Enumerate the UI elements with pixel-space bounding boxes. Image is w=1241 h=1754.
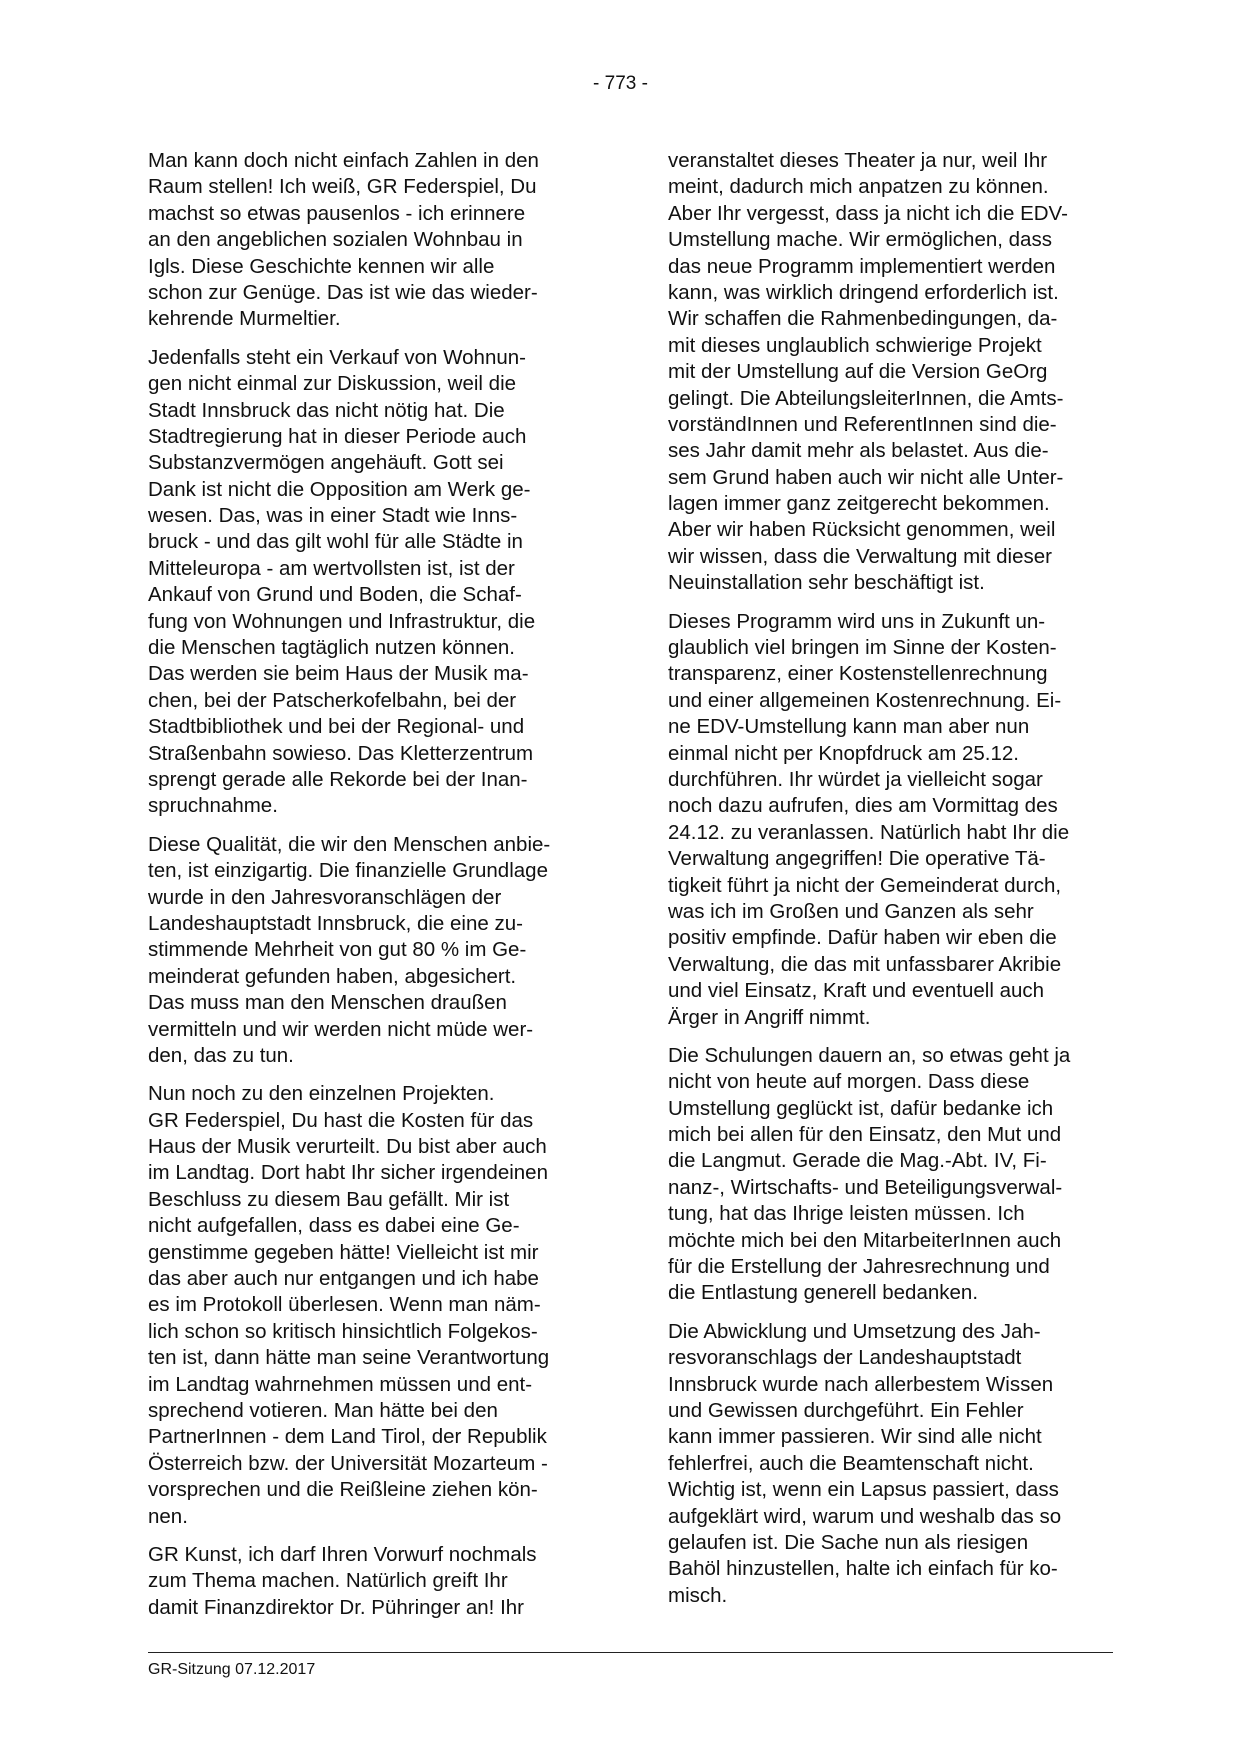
text-line: wurde in den Jahresvoranschlägen der [148, 885, 502, 909]
text-line: und viel Einsatz, Kraft und eventuell auch [668, 979, 1045, 1003]
text-line: Dank ist nicht die Opposition am Werk ge- [148, 477, 531, 501]
page-number: - 773 - [593, 73, 648, 94]
text-line: wir wissen, dass die Verwaltung mit dieser [668, 544, 1052, 568]
text-line: machst so etwas pausenlos - ich erinnere [148, 201, 526, 225]
text-line: aufgeklärt wird, warum und weshalb das so [668, 1504, 1062, 1528]
text-line: Bahöl hinzustellen, halte ich einfach für ko- [668, 1557, 1058, 1581]
right-column [668, 148, 1148, 1621]
text-line: Das muss man den Menschen draußen [148, 991, 507, 1015]
text-line: Igls. Diese Geschichte kennen wir alle [148, 254, 495, 278]
text-line: den, das zu tun. [148, 1043, 294, 1067]
text-line: für die Erstellung der Jahresrechnung und [668, 1255, 1050, 1279]
text-line: kann, was wirklich dringend erforderlich ist. [668, 280, 1059, 304]
text-line: GR Kunst, ich darf Ihren Vorwurf nochmals [148, 1542, 537, 1566]
text-line: Diese Qualität, die wir den Menschen anbie- [148, 832, 551, 856]
paragraph [668, 1043, 1148, 1307]
text-line: Raum stellen! Ich weiß, GR Federspiel, Du [148, 175, 537, 199]
paragraph [668, 609, 1148, 1031]
text-line: Haus der Musik verurteilt. Du bist aber auch [148, 1135, 547, 1159]
text-line: nen. [148, 1504, 188, 1528]
text-line: spruchnahme. [148, 794, 278, 818]
text-line: transparenz, einer Kostenstellenrechnung [668, 662, 1048, 686]
text-line: nanz-, Wirtschafts- und Beteiligungsverwal- [668, 1175, 1063, 1199]
text-line: Stadtregierung hat in dieser Periode auch [148, 424, 527, 448]
text-line: Neuinstallation sehr beschäftigt ist. [668, 571, 985, 595]
text-line: lich schon so kritisch hinsichtlich Folgekos- [148, 1319, 538, 1343]
text-line: Beschluss zu diesem Bau gefällt. Mir ist [148, 1187, 510, 1211]
text-line: ses Jahr damit mehr als belastet. Aus die- [668, 439, 1049, 463]
text-line: positiv empfinde. Dafür haben wir eben die [668, 926, 1057, 950]
text-line: meint, dadurch mich anpatzen zu können. [668, 175, 1049, 199]
text-line: Die Abwicklung und Umsetzung des Jah- [668, 1319, 1041, 1343]
text-line: fung von Wohnungen und Infrastruktur, die [148, 609, 536, 633]
text-line: und einer allgemeinen Kostenrechnung. Ei- [668, 688, 1062, 712]
text-line: Landeshauptstadt Innsbruck, die eine zu- [148, 911, 523, 935]
text-line: Ärger in Angriff nimmt. [668, 1005, 871, 1029]
text-line: Nun noch zu den einzelnen Projekten. [148, 1082, 495, 1106]
text-line: misch. [668, 1583, 728, 1607]
text-line: Das werden sie beim Haus der Musik ma- [148, 662, 529, 686]
paragraph [668, 1319, 1148, 1609]
text-line: Man kann doch nicht einfach Zahlen in den [148, 149, 539, 172]
text-line: gelingt. Die AbteilungsleiterInnen, die Amts- [668, 386, 1064, 410]
text-line: nicht aufgefallen, dass es dabei eine Ge- [148, 1214, 520, 1238]
text-line: Mitteleuropa - am wertvollsten ist, ist der [148, 556, 515, 580]
text-line: lagen immer ganz zeitgerecht bekommen. [668, 492, 1050, 516]
paragraph [148, 1081, 628, 1530]
text-line: durchführen. Ihr würdet ja vielleicht sogar [668, 767, 1043, 791]
text-line: die Entlastung generell bedanken. [668, 1281, 979, 1305]
text-line: bruck - und das gilt wohl für alle Städte in [148, 530, 523, 554]
text-line: einmal nicht per Knopfdruck am 25.12. [668, 741, 1019, 765]
text-line: sem Grund haben auch wir nicht alle Unter- [668, 465, 1064, 489]
text-line: mich bei allen für den Einsatz, den Mut und [668, 1123, 1062, 1147]
paragraph [148, 832, 628, 1070]
text-line: was ich im Großen und Ganzen als sehr [668, 899, 1034, 923]
text-line: wesen. Das, was in einer Stadt wie Inns- [148, 504, 518, 528]
text-line: 24.12. zu veranlassen. Natürlich habt Ihr die [668, 820, 1070, 844]
text-line: an den angeblichen sozialen Wohnbau in [148, 228, 523, 252]
text-line: GR Federspiel, Du hast die Kosten für das [148, 1108, 534, 1132]
text-line: Ankauf von Grund und Boden, die Schaf- [148, 583, 522, 607]
text-line: Österreich bzw. der Universität Mozarteum - [148, 1451, 548, 1475]
footer-session-date: GR-Sitzung 07.12.2017 [148, 1661, 316, 1678]
text-line: veranstaltet dieses Theater ja nur, weil Ihr [668, 149, 1048, 172]
text-line: vorständInnen und ReferentInnen sind die- [668, 412, 1057, 436]
text-line: zum Thema machen. Natürlich greift Ihr [148, 1569, 508, 1593]
left-column [148, 148, 628, 1633]
text-line: PartnerInnen - dem Land Tirol, der Republik [148, 1425, 547, 1449]
text-line: gen nicht einmal zur Diskussion, weil die [148, 372, 517, 396]
text-line: stimmende Mehrheit von gut 80 % im Ge- [148, 938, 527, 962]
text-line: Wir schaffen die Rahmenbedingungen, da- [668, 307, 1058, 331]
text-line: Die Schulungen dauern an, so etwas geht ja [668, 1043, 1071, 1067]
text-line: die Langmut. Gerade die Mag.-Abt. IV, Fi- [668, 1149, 1047, 1173]
text-line: Innsbruck wurde nach allerbestem Wissen [668, 1372, 1054, 1396]
text-line: Aber wir haben Rücksicht genommen, weil [668, 518, 1056, 542]
text-line: das aber auch nur entgangen und ich habe [148, 1267, 539, 1291]
text-line: tigkeit führt ja nicht der Gemeinderat durch, [668, 873, 1062, 897]
paragraph [668, 148, 1148, 597]
text-line: die Menschen tagtäglich nutzen können. [148, 636, 515, 660]
text-line: genstimme gegeben hätte! Vielleicht ist mir [148, 1240, 539, 1264]
text-line: Dieses Programm wird uns in Zukunft un- [668, 609, 1046, 633]
text-line: Straßenbahn sowieso. Das Kletterzentrum [148, 741, 534, 765]
text-line: resvoranschlags der Landeshauptstadt [668, 1346, 1022, 1370]
footer-divider [148, 1652, 1113, 1653]
text-line: fehlerfrei, auch die Beamtenschaft nicht. [668, 1451, 1034, 1475]
text-line: Umstellung geglückt ist, dafür bedanke ich [668, 1096, 1054, 1120]
text-line: Substanzvermögen angehäuft. Gott sei [148, 451, 504, 475]
text-line: es im Protokoll überlesen. Wenn man näm- [148, 1293, 541, 1317]
text-line: sprengt gerade alle Rekorde bei der Inan- [148, 767, 528, 791]
text-line: vermitteln und wir werden nicht müde wer- [148, 1017, 534, 1041]
text-line: ten, ist einzigartig. Die finanzielle Grundlage [148, 859, 548, 883]
text-line: ne EDV-Umstellung kann man aber nun [668, 715, 1030, 739]
text-line: noch dazu aufrufen, dies am Vormittag des [668, 794, 1058, 818]
text-line: tung, hat das Ihrige leisten müssen. Ich [668, 1202, 1025, 1226]
text-line: Jedenfalls steht ein Verkauf von Wohnun- [148, 345, 526, 369]
text-line: kehrende Murmeltier. [148, 307, 341, 331]
text-line: das neue Programm implementiert werden [668, 254, 1056, 278]
text-line: chen, bei der Patscherkofelbahn, bei der [148, 688, 517, 712]
text-line: sprechend votieren. Man hätte bei den [148, 1398, 498, 1422]
text-line: im Landtag wahrnehmen müssen und ent- [148, 1372, 533, 1396]
text-line: möchte mich bei den MitarbeiterInnen auch [668, 1228, 1062, 1252]
paragraph [148, 148, 628, 333]
text-line: Stadt Innsbruck das nicht nötig hat. Die [148, 398, 505, 422]
text-line: Verwaltung angegriffen! Die operative Tä- [668, 847, 1046, 871]
text-line: Verwaltung, die das mit unfassbarer Akribie [668, 952, 1062, 976]
text-line: und Gewissen durchgeführt. Ein Fehler [668, 1398, 1024, 1422]
text-line: damit Finanzdirektor Dr. Pühringer an! Ihr [148, 1595, 524, 1619]
text-line: Umstellung mache. Wir ermöglichen, dass [668, 228, 1052, 252]
text-line: Stadtbibliothek und bei der Regional- und [148, 715, 525, 739]
text-line: im Landtag. Dort habt Ihr sicher irgendeinen [148, 1161, 548, 1185]
paragraph [148, 1542, 628, 1621]
paragraph [148, 345, 628, 820]
text-line: vorsprechen und die Reißleine ziehen kön- [148, 1478, 538, 1502]
text-line: mit der Umstellung auf die Version GeOrg [668, 360, 1048, 384]
text-line: ten ist, dann hätte man seine Verantwortung [148, 1346, 550, 1370]
text-line: glaublich viel bringen im Sinne der Kosten- [668, 636, 1057, 660]
text-line: gelaufen ist. Die Sache nun als riesigen [668, 1530, 1029, 1554]
text-line: kann immer passieren. Wir sind alle nicht [668, 1425, 1042, 1449]
text-line: mit dieses unglaublich schwierige Projekt [668, 333, 1042, 357]
text-line: meinderat gefunden haben, abgesichert. [148, 964, 517, 988]
text-line: Wichtig ist, wenn ein Lapsus passiert, dass [668, 1478, 1059, 1502]
text-line: Aber Ihr vergesst, dass ja nicht ich die EDV- [668, 201, 1068, 225]
text-line: schon zur Genüge. Das ist wie das wieder- [148, 280, 538, 304]
text-line: nicht von heute auf morgen. Dass diese [668, 1070, 1030, 1094]
